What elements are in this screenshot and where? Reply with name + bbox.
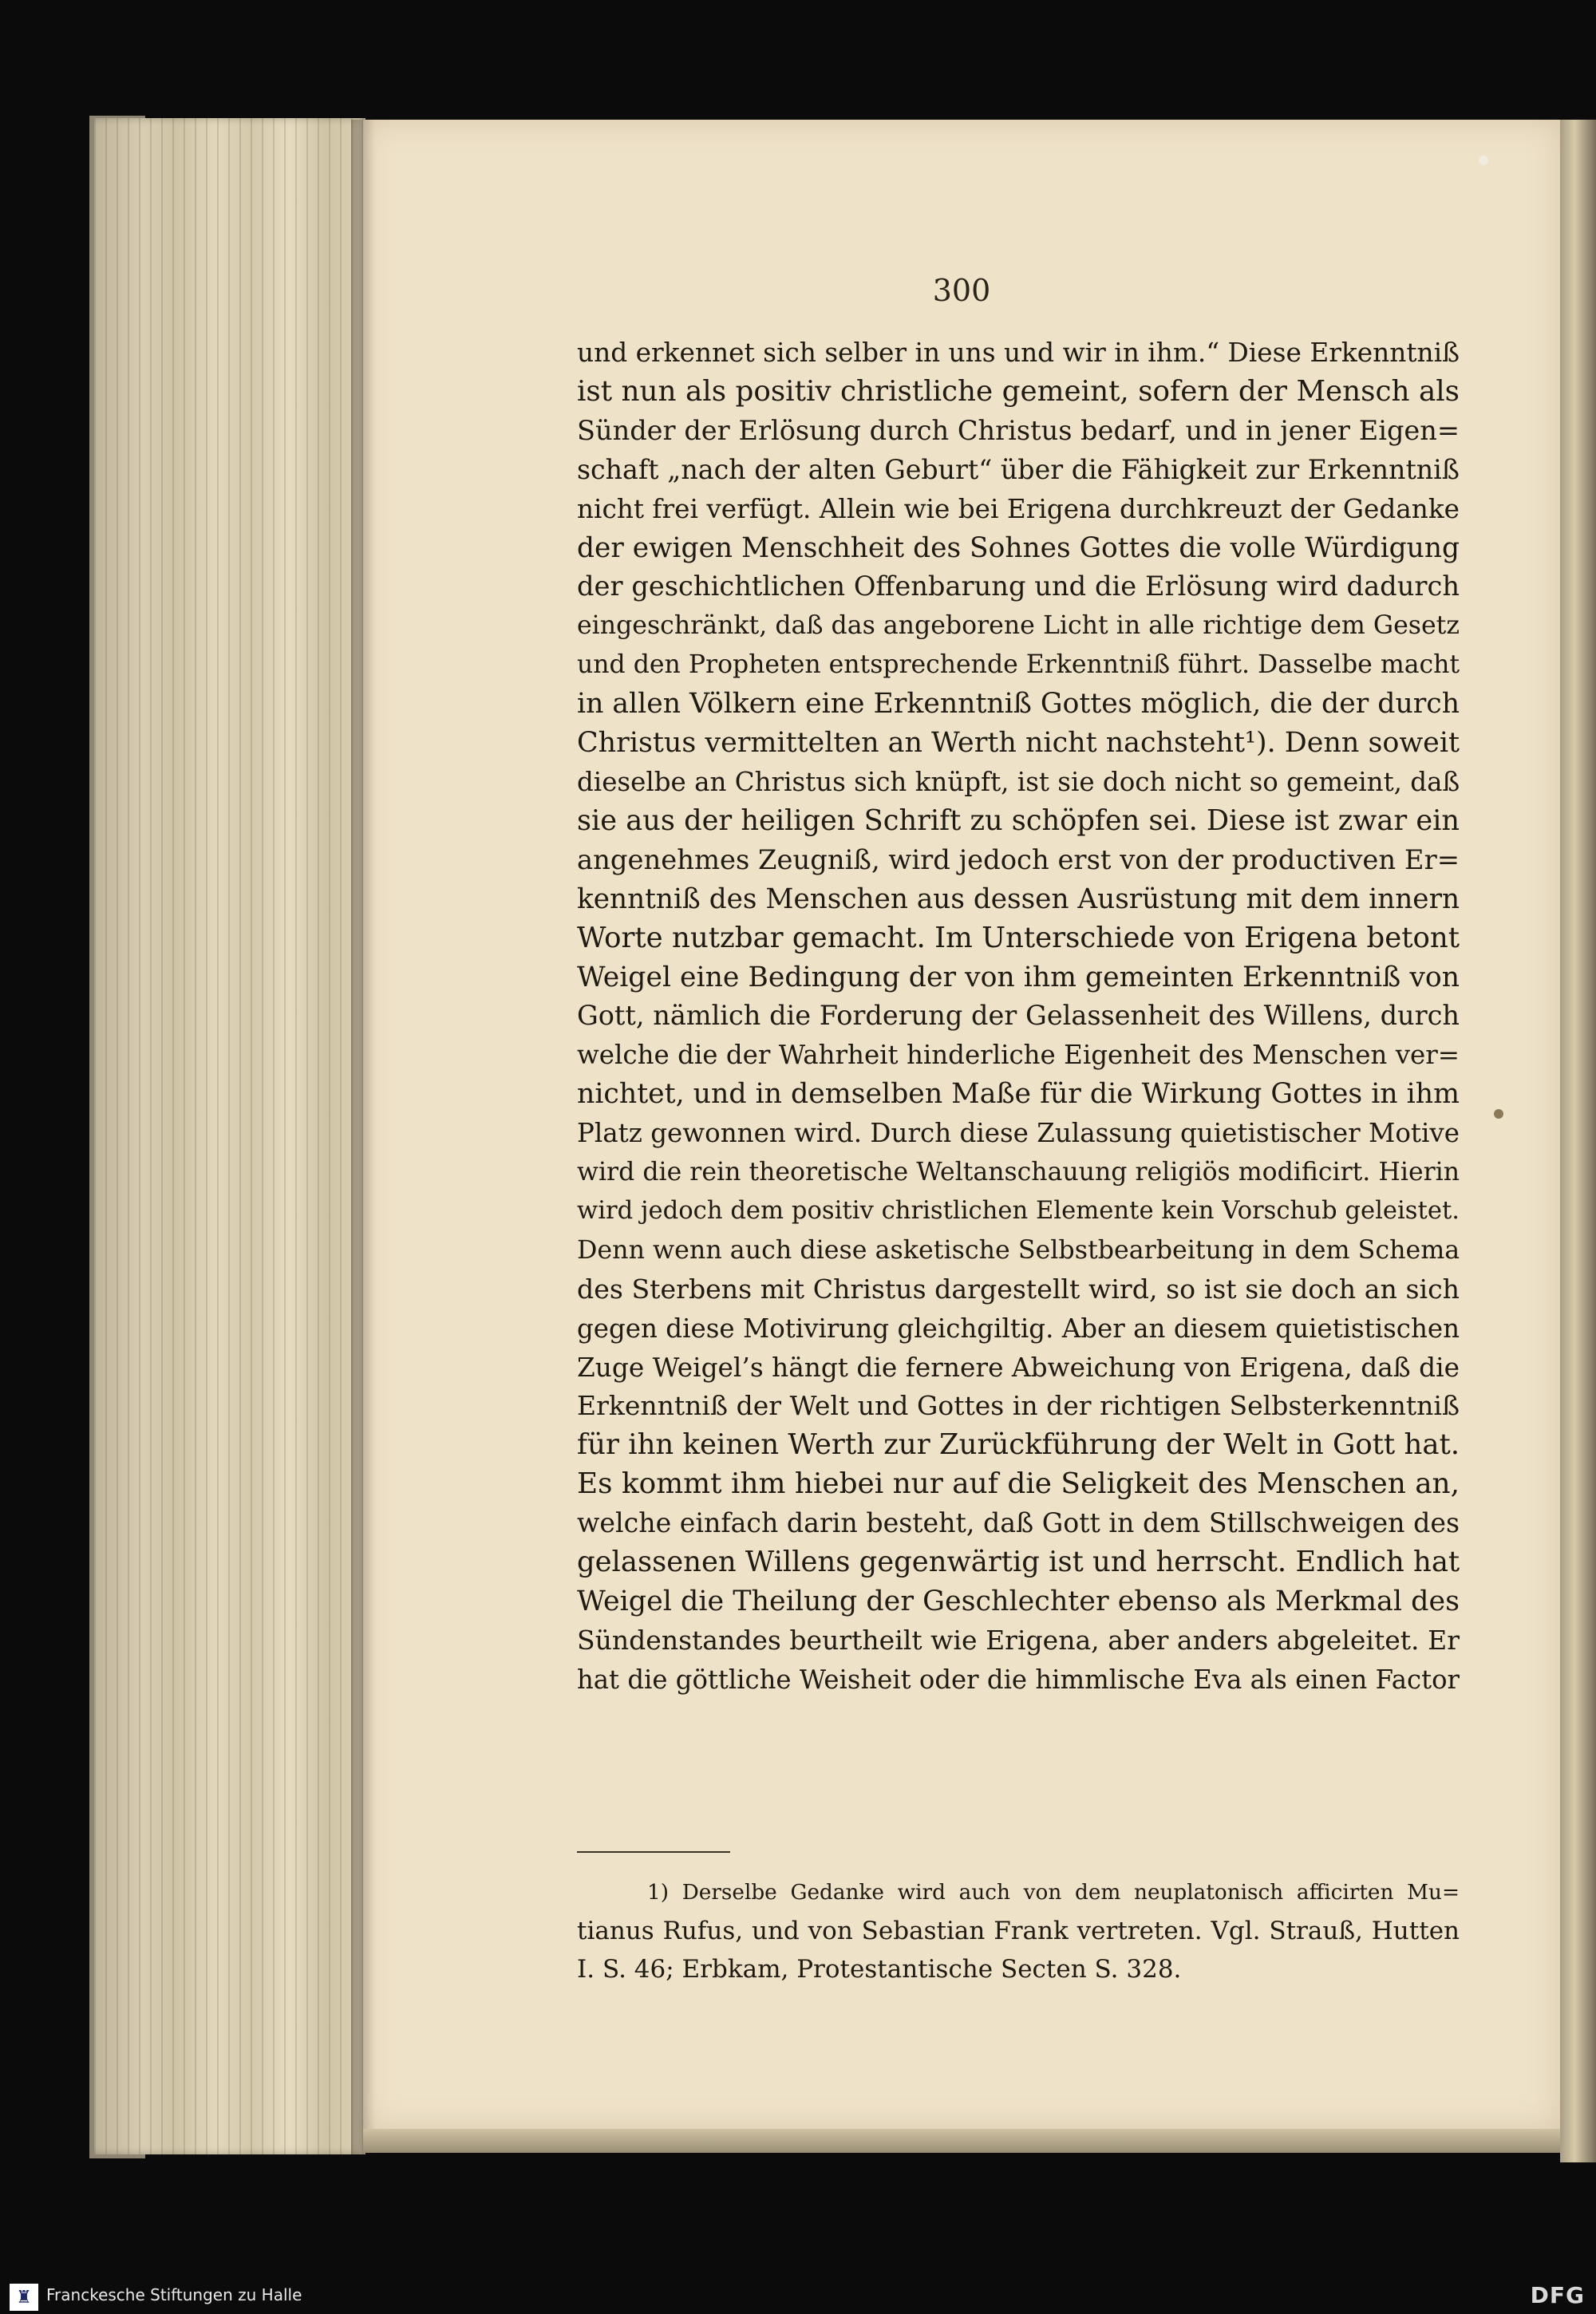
text-line: gelassenen Willens gegenwärtig ist und herrscht. Endlich hat <box>577 1546 1460 1579</box>
text-line: sie aus der heiligen Schrift zu schöpfen sei. Diese ist zwar ein <box>577 804 1460 837</box>
text-line: angenehmes Zeugniß, wird jedoch erst von der productiven Er= <box>577 843 1460 875</box>
text-line: eingeschränkt, daß das angeborene Licht in alle richtige dem Gesetz <box>577 611 1460 641</box>
page-stack <box>94 118 365 2154</box>
text-line: und den Propheten entsprechende Erkenntniß führt. Dasselbe macht <box>577 650 1460 680</box>
text-line: in allen Völkern eine Erkenntniß Gottes möglich, die der durch <box>577 688 1460 721</box>
text-line: Weigel die Theilung der Geschlechter ebenso als Merkmal des <box>577 1585 1460 1617</box>
institution-name: Franckesche Stiftungen zu Halle <box>46 2285 302 2304</box>
spine-shadow <box>351 120 375 2154</box>
footnote-line: tianus Rufus, und von Sebastian Frank vertreten. Vgl. Strauß, Hutten <box>577 1917 1460 1945</box>
text-line: Denn wenn auch diese asketische Selbstbearbeitung in dem Schema <box>577 1235 1460 1265</box>
text-line: der geschichtlichen Offenbarung und die Erlösung wird dadurch <box>577 571 1460 602</box>
text-line: hat die göttliche Weisheit oder die himmlische Eva als einen Factor <box>577 1664 1460 1695</box>
text-line: Sünder der Erlösung durch Christus bedarf, und in jener Eigen= <box>577 414 1460 446</box>
text-line: Weigel eine Bedingung der von ihm gemeinten Erkenntniß von <box>577 961 1460 993</box>
text-line: für ihn keinen Werth zur Zurückführung der Welt in Gott hat. <box>577 1428 1460 1462</box>
book-page <box>363 120 1560 2130</box>
text-line: kenntniß des Menschen aus dessen Ausrüstung mit dem innern <box>577 883 1460 915</box>
text-line: des Sterbens mit Christus dargestellt wird, so ist sie doch an sich <box>577 1273 1460 1305</box>
text-line: ist nun als positiv christliche gemeint, sofern der Mensch als <box>577 374 1460 408</box>
text-line: gegen diese Motivirung gleichgiltig. Aber an diesem quietistischen <box>577 1313 1460 1344</box>
text-line: Zuge Weigel’s hängt die fernere Abweichung von Erigena, daß die <box>577 1352 1460 1383</box>
text-line: Es kommt ihm hiebei nur auf die Seligkeit des Menschen an, <box>577 1467 1460 1501</box>
footnote-line: 1) Derselbe Gedanke wird auch von dem neuplatonisch afficirten Mu= <box>647 1881 1460 1905</box>
footnote-line: I. S. 46; Erbkam, Protestantische Secten S. 328. <box>577 1955 1182 1984</box>
page-mark <box>1479 156 1488 165</box>
dfg-logo: DFG <box>1530 2282 1585 2308</box>
text-line: Christus vermittelten an Werth nicht nachsteht¹). Denn soweit <box>577 727 1460 760</box>
text-line: Platz gewonnen wird. Durch diese Zulassung quietistischer Motive <box>577 1118 1460 1149</box>
text-line: nicht frei verfügt. Allein wie bei Erigena durchkreuzt der Gedanke <box>577 493 1460 524</box>
text-line: schaft „nach der alten Geburt“ über die Fähigkeit zur Erkenntniß <box>577 453 1460 485</box>
text-line: und erkennet sich selber in uns und wir in ihm.“ Diese Erkenntniß <box>577 338 1460 368</box>
body-text <box>577 334 1460 1700</box>
page-bottom-edge <box>363 2129 1560 2153</box>
text-line: Erkenntniß der Welt und Gottes in der richtigen Selbsterkenntniß <box>577 1390 1460 1422</box>
text-line: welche die der Wahrheit hinderliche Eigenheit des Menschen ver= <box>577 1040 1460 1071</box>
text-line: dieselbe an Christus sich knüpft, ist sie doch nicht so gemeint, daß <box>577 766 1460 797</box>
page-speck <box>1494 1109 1503 1119</box>
text-line: Sündenstandes beurtheilt wie Erigena, aber anders abgeleitet. Er <box>577 1624 1460 1656</box>
footnotes <box>577 1874 1460 1988</box>
text-line: der ewigen Menschheit des Sohnes Gottes die volle Würdigung <box>577 531 1460 564</box>
institution-logo-icon: ♜ <box>10 2284 38 2311</box>
footnote-divider <box>577 1851 730 1853</box>
text-line: Gott, nämlich die Forderung der Gelassenheit des Willens, durch <box>577 1000 1460 1032</box>
text-line: nichtet, und in demselben Maße für die Wirkung Gottes in ihm <box>577 1078 1460 1111</box>
right-book-edge <box>1560 120 1596 2162</box>
text-line: Worte nutzbar gemacht. Im Unterschiede von Erigena betont <box>577 921 1460 954</box>
text-line: wird jedoch dem positiv christlichen Elemente kein Vorschub geleistet. <box>577 1196 1460 1225</box>
page-number: 300 <box>932 273 991 308</box>
text-line: welche einfach darin besteht, daß Gott in dem Stillschweigen des <box>577 1507 1460 1539</box>
text-line: wird die rein theoretische Weltanschauung religiös modificirt. Hierin <box>577 1158 1460 1187</box>
